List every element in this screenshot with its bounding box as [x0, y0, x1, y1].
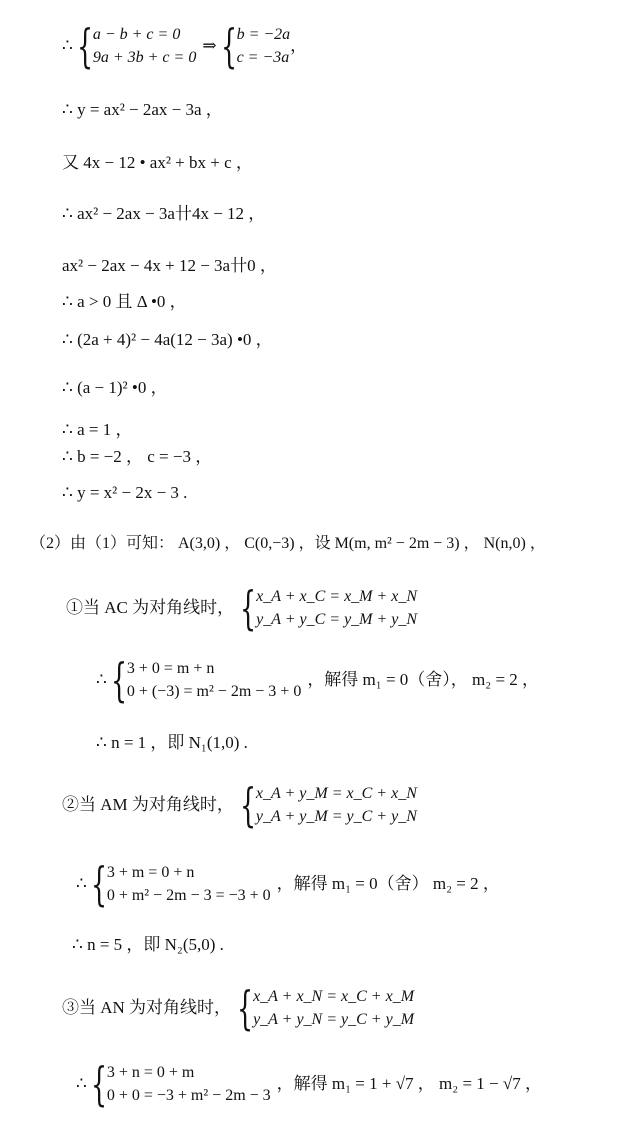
therefore-symbol: ∴ [96, 670, 107, 689]
equation-row: a − b + c = 0 [92, 26, 181, 43]
equation-row: 3 + m = 0 + n [106, 864, 195, 881]
case3-conditions [253, 986, 414, 1030]
condition-row: x_A + x_N = x_C + x_M [253, 988, 415, 1005]
line-square: ∴ (a − 1)² •0 ， [62, 378, 168, 397]
equation-row: 9a + 3b + c = 0 [92, 49, 197, 66]
case1-header [66, 581, 418, 635]
condition-row: y_A + y_C = y_M + y_N [256, 611, 418, 628]
case1-solution: ，解得 m₁ = 0（舍）， m₂ = 2 ， [307, 670, 540, 689]
case2-result: ∴ n = 5 ，即 N₂(5,0) . [72, 935, 224, 954]
comma: ， [290, 36, 308, 55]
case2-equation-system [107, 862, 271, 906]
case1-conditions [256, 586, 417, 630]
equation-row: 3 + 0 = m + n [126, 660, 215, 677]
case3-title: ③当 AN 为对角线时， [62, 998, 232, 1017]
equation-row: c = −3a [236, 49, 290, 66]
therefore-symbol: ∴ [76, 1074, 87, 1093]
left-brace: { [237, 981, 254, 1035]
left-brace: { [240, 581, 257, 635]
line-discriminant: ∴ a > 0 且 Δ •0 ， [62, 292, 187, 311]
equation-row: 0 + m² − 2m − 3 = −3 + 0 [106, 887, 271, 904]
equation-row: b = −2a [236, 26, 291, 43]
equation-row: 3 + n = 0 + m [106, 1064, 195, 1081]
line-a-value: ∴ a = 1 ， [62, 420, 133, 439]
therefore-symbol: ∴ [62, 36, 73, 55]
equation-system [237, 24, 291, 68]
condition-row: y_A + y_M = y_C + y_N [255, 808, 417, 825]
left-brace: { [90, 1057, 107, 1111]
line-inequality: ∴ ax² − 2ax − 3a卄4x − 12 ， [62, 204, 266, 223]
left-brace: { [220, 19, 237, 73]
case3-equations [76, 1057, 542, 1111]
condition-row: x_A + y_M = x_C + x_N [255, 785, 417, 802]
line-rearranged: ax² − 2ax − 4x + 12 − 3a卄0 ， [62, 256, 277, 275]
equation-row: 0 + (−3) = m² − 2m − 3 + 0 [126, 683, 302, 700]
case2-title: ②当 AM 为对角线时， [62, 795, 234, 814]
case1-equations [96, 653, 540, 707]
equation-system [93, 24, 197, 68]
implies-arrow: ⇒ [202, 36, 217, 55]
case3-solution: ，解得 m₁ = 1 + √7 ， m₂ = 1 − √7 ， [276, 1074, 542, 1093]
case1-result: ∴ n = 1 ，即 N₁(1,0) . [96, 733, 248, 752]
case3-equation-system [107, 1062, 271, 1106]
line-part2-intro: （2）由（1）可知： A(3,0) ， C(0,−3) ，设 M(m, m² − 2m − 3) ， N(n,0) ， [30, 535, 546, 552]
line-parabola: ∴ y = x² − 2x − 3 . [62, 483, 188, 502]
case2-header [62, 778, 417, 832]
case1-equation-system [127, 658, 301, 702]
case2-solution: ，解得 m₁ = 0（舍） m₂ = 2 ， [276, 874, 500, 893]
left-brace: { [90, 857, 107, 911]
case2-equations [76, 857, 500, 911]
case2-conditions [256, 783, 417, 827]
case3-header [62, 981, 415, 1035]
therefore-symbol: ∴ [76, 874, 87, 893]
equation-row: 0 + 0 = −3 + m² − 2m − 3 [106, 1087, 271, 1104]
left-brace: { [76, 19, 93, 73]
line-bc-values: ∴ b = −2 ， c = −3 ， [62, 447, 213, 466]
condition-row: y_A + y_N = y_C + y_M [253, 1011, 415, 1028]
condition-row: x_A + x_C = x_M + x_N [256, 588, 418, 605]
left-brace: { [239, 778, 257, 832]
left-brace: { [110, 653, 127, 707]
line-system-1 [62, 19, 308, 73]
line-y-general: ∴ y = ax² − 2ax − 3a ， [62, 100, 223, 119]
line-expanded: ∴ (2a + 4)² − 4a(12 − 3a) •0 ， [62, 330, 273, 349]
case1-title: ①当 AC 为对角线时， [66, 598, 235, 617]
line-tangent: 又 4x − 12 • ax² + bx + c ， [62, 153, 253, 172]
